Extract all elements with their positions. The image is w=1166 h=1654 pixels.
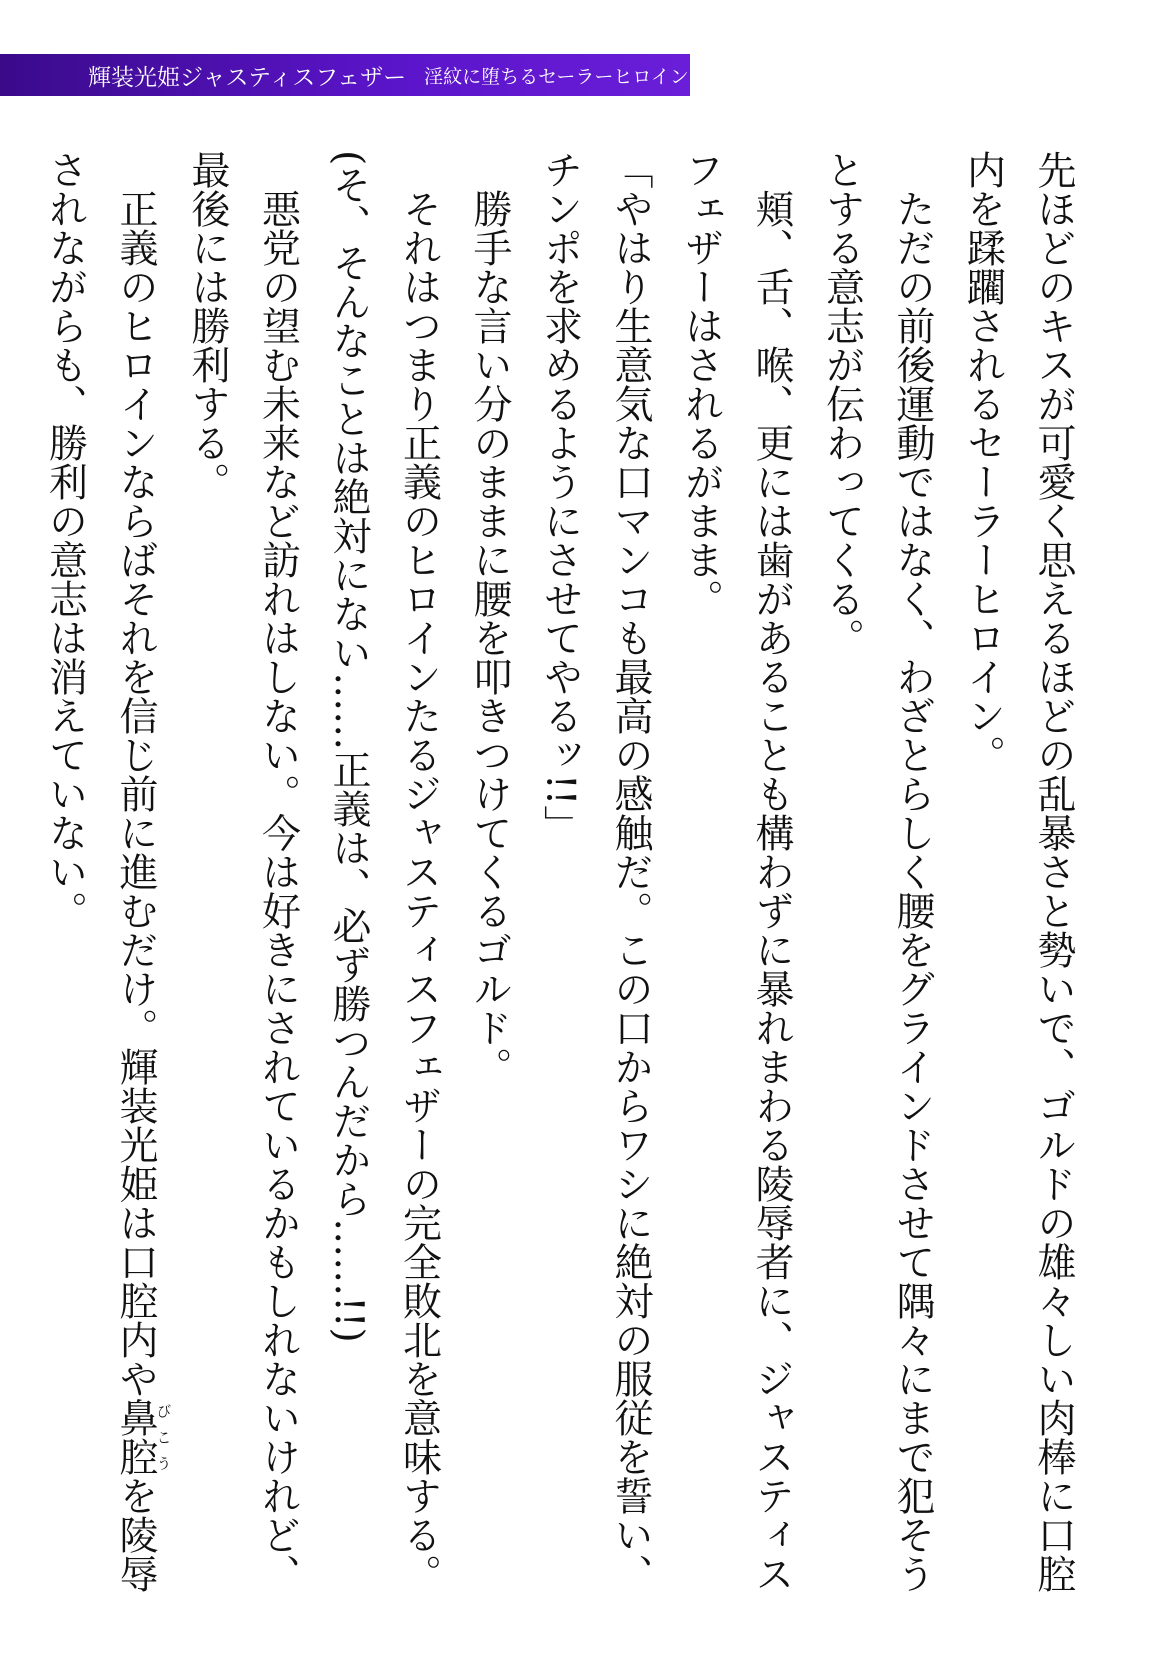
paragraph-1: 先ほどのキスが可愛く思えるほどの乱暴さと勢いで、ゴルドの雄々しい肉棒に口腔内を蹂躙されるセーラーヒロイン。 [960, 150, 1076, 1593]
paragraph-7-thought: (そ、そんなことは絶対にない……正義は、必ず勝つんだから……!!) [326, 150, 371, 1343]
body-text [42, 150, 1088, 1620]
paragraph-2: ただの前後運動ではなく、わざとらしく腰をグラインドさせて隅々にまで犯そうとする意志が伝わってくる。 [819, 150, 935, 1593]
paragraph-8: 悪党の望む未来など訪れはしない。今は好きにされているかもしれないけれど、最後には勝利する。 [185, 150, 301, 1593]
paragraph-9-before: 正義のヒロインならばそれを信じ前に進むだけ。輝装光姫は口腔内や [113, 189, 158, 1398]
paragraph-9 [29, 150, 172, 1620]
book-subtitle: 淫紋に堕ちるセーラーヒロイン [424, 65, 689, 88]
header-bar [0, 54, 690, 96]
ruby-base: 鼻腔 [113, 1398, 158, 1476]
paragraph-4-dialogue: 「やはり生意気な口マンコも最高の感触だ。この口からワシに絶対の服従を誓い、チンポを求めるようにさせてやるッ!!」 [537, 150, 653, 1593]
ruby-reading: びこう [154, 1398, 173, 1476]
ruby-bikou [113, 1398, 173, 1476]
paragraph-9-after: を陵辱されながらも、勝利の意志は消えていない。 [42, 150, 158, 1593]
paragraph-6: それはつまり正義のヒロインたるジャスティスフェザーの完全敗北を意味する。 [396, 189, 442, 1593]
paragraph-5: 勝手な言い分のままに腰を叩きつけてくるゴルド。 [467, 189, 512, 1086]
book-title: 輝装光姫ジャスティスフェザー [88, 64, 407, 91]
paragraph-3: 頬、舌、喉、更には歯があることも構わずに暴れまわる陵辱者に、ジャスティスフェザーはされるがまま。 [678, 150, 794, 1593]
